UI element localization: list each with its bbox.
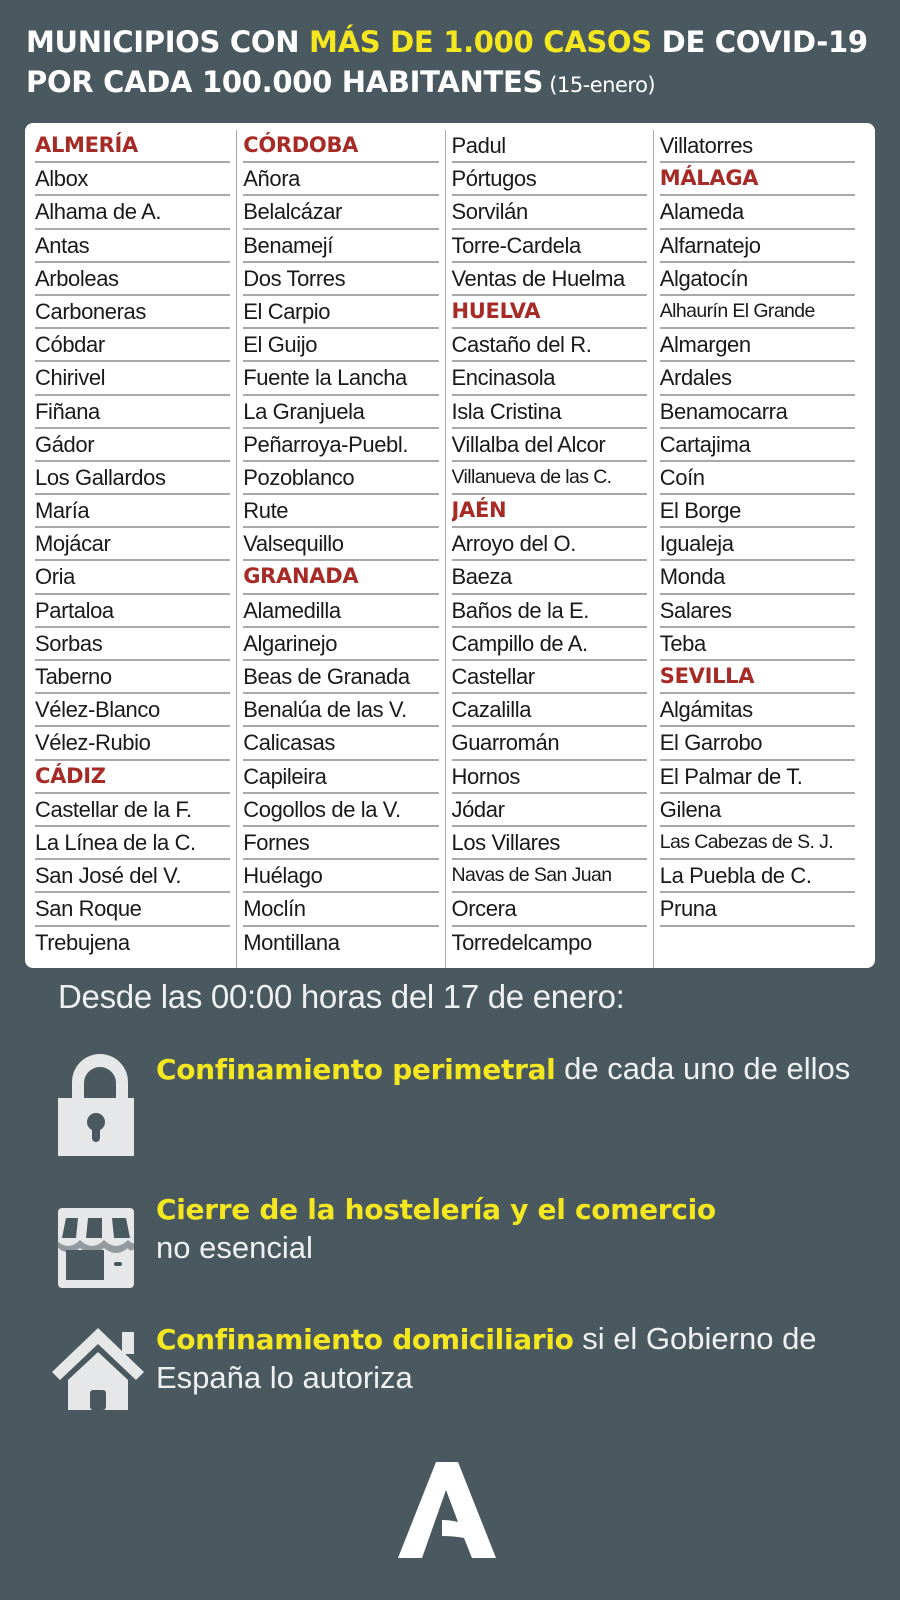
- municipality-cell: Añora: [243, 163, 438, 196]
- municipality-cell: Vélez-Rubio: [35, 727, 230, 760]
- municipality-cell: El Garrobo: [660, 727, 855, 760]
- municipality-cell: Benalúa de las V.: [243, 694, 438, 727]
- municipality-cell: El Carpio: [243, 296, 438, 329]
- measure-bold: Cierre de la hostelería y el comercio: [156, 1193, 716, 1226]
- province-header: ALMERÍA: [35, 130, 230, 163]
- municipality-cell: Rute: [243, 495, 438, 528]
- measure-text: [156, 1050, 856, 1089]
- municipality-cell: Cóbdar: [35, 329, 230, 362]
- title-highlight: MÁS DE 1.000 CASOS: [309, 25, 652, 59]
- municipality-cell: Dos Torres: [243, 263, 438, 296]
- municipality-cell: Algatocín: [660, 263, 855, 296]
- lock-icon: [50, 1050, 150, 1160]
- municipality-cell: Cartajima: [660, 429, 855, 462]
- municipality-cell: Alamedilla: [243, 595, 438, 628]
- measure-bold: Confinamiento perimetral: [156, 1053, 556, 1086]
- municipality-cell: Villalba del Alcor: [452, 429, 647, 462]
- municipality-cell: El Guijo: [243, 329, 438, 362]
- municipality-cell: Torredelcampo: [451, 929, 592, 955]
- municipality-cell: Oria: [35, 561, 230, 594]
- municipality-cell: Fuente la Lancha: [243, 362, 438, 395]
- junta-andalucia-logo: [398, 1460, 498, 1560]
- municipality-cell: Belalcázar: [243, 196, 438, 229]
- measure-home-lockdown: [50, 1320, 870, 1440]
- municipality-cell: Benamocarra: [660, 396, 855, 429]
- municipality-cell: Beas de Granada: [243, 661, 438, 694]
- municipality-cell: Algámitas: [660, 694, 855, 727]
- municipalities-table: [25, 123, 875, 968]
- municipality-cell: San Roque: [35, 893, 230, 926]
- page-title: [26, 22, 886, 105]
- measure-rest: si el Gobierno de España lo autoriza: [156, 1321, 817, 1395]
- municipality-cell: Mojácar: [35, 528, 230, 561]
- municipality-cell: Orcera: [452, 893, 647, 926]
- municipality-cell: Cazalilla: [452, 694, 647, 727]
- municipality-cell: [660, 927, 855, 960]
- table-column: [35, 130, 236, 968]
- municipality-cell: Carboneras: [35, 296, 230, 329]
- municipality-cell: Sorbas: [35, 628, 230, 661]
- municipality-cell: Pruna: [660, 893, 855, 926]
- municipality-cell: Arboleas: [35, 263, 230, 296]
- municipality-cell: Isla Cristina: [452, 396, 647, 429]
- municipality-cell: Alhama de A.: [35, 196, 230, 229]
- measures-intro: Desde las 00:00 horas del 17 de enero:: [58, 978, 625, 1015]
- municipality-cell: Villatorres: [660, 130, 855, 163]
- municipality-cell: Las Cabezas de S. J.: [660, 827, 855, 860]
- store-icon: [50, 1190, 150, 1300]
- municipality-cell: Ardales: [660, 362, 855, 395]
- title-date: (15-enero): [543, 73, 656, 97]
- municipality-cell: Castaño del R.: [452, 329, 647, 362]
- measure-text: [156, 1320, 856, 1397]
- province-header: SEVILLA: [660, 661, 855, 694]
- municipality-cell: Jódar: [452, 794, 647, 827]
- measure-text: [156, 1190, 856, 1267]
- municipality-cell: Guarromán: [452, 727, 647, 760]
- table-column: [653, 130, 865, 968]
- title-part1: MUNICIPIOS CON: [26, 25, 310, 59]
- municipality-cell: Ventas de Huelma: [452, 263, 647, 296]
- municipality-cell: Gádor: [35, 429, 230, 462]
- province-header: CÁDIZ: [35, 761, 230, 794]
- municipality-cell: Vélez-Blanco: [35, 694, 230, 727]
- municipality-cell: Sorvilán: [452, 196, 647, 229]
- municipality-cell: Alhaurín El Grande: [660, 296, 855, 329]
- municipality-cell: María: [35, 495, 230, 528]
- table-column: [236, 130, 444, 968]
- municipality-cell: Baeza: [452, 561, 647, 594]
- measure-business-closure: [50, 1190, 870, 1310]
- municipality-cell: Algarinejo: [243, 628, 438, 661]
- municipality-cell: La Granjuela: [243, 396, 438, 429]
- municipality-cell: Arroyo del O.: [452, 528, 647, 561]
- province-header: HUELVA: [452, 296, 647, 329]
- municipality-cell: La Línea de la C.: [35, 827, 230, 860]
- municipality-cell: La Puebla de C.: [660, 860, 855, 893]
- municipality-cell: Chirivel: [35, 362, 230, 395]
- municipality-cell: Alameda: [660, 196, 855, 229]
- municipality-cell: Partaloa: [35, 595, 230, 628]
- municipality-cell: Pozoblanco: [243, 462, 438, 495]
- municipality-cell: Antas: [35, 230, 230, 263]
- municipality-cell: Castellar: [452, 661, 647, 694]
- municipality-cell: Campillo de A.: [452, 628, 647, 661]
- province-header: MÁLAGA: [660, 163, 855, 196]
- municipality-cell: Trebujena: [35, 929, 130, 955]
- municipality-cell: Valsequillo: [243, 528, 438, 561]
- municipality-cell: Los Gallardos: [35, 462, 230, 495]
- municipality-cell: Teba: [660, 628, 855, 661]
- municipality-cell: Navas de San Juan: [452, 860, 647, 893]
- municipality-cell: Coín: [660, 462, 855, 495]
- municipality-cell: Baños de la E.: [452, 595, 647, 628]
- municipality-cell: Peñarroya-Puebl.: [243, 429, 438, 462]
- municipality-cell: Huélago: [243, 860, 438, 893]
- measure-rest: no esencial: [156, 1230, 313, 1265]
- measure-bold: Confinamiento domiciliario: [156, 1323, 574, 1356]
- municipality-cell: Montillana: [243, 929, 340, 955]
- municipality-cell: Calicasas: [243, 727, 438, 760]
- municipality-cell: Igualeja: [660, 528, 855, 561]
- municipality-cell: Torre-Cardela: [452, 230, 647, 263]
- municipality-cell: Benamejí: [243, 230, 438, 263]
- measure-perimeter-lockdown: [50, 1050, 870, 1170]
- province-header: JAÉN: [452, 495, 647, 528]
- municipality-cell: Cogollos de la V.: [243, 794, 438, 827]
- municipality-cell: Taberno: [35, 661, 230, 694]
- province-header: GRANADA: [243, 561, 438, 594]
- measure-rest: de cada uno de ellos: [555, 1051, 851, 1086]
- municipality-cell: Encinasola: [452, 362, 647, 395]
- municipality-cell: Capileira: [243, 761, 438, 794]
- municipality-cell: Fornes: [243, 827, 438, 860]
- municipality-cell: Villanueva de las C.: [452, 462, 647, 495]
- municipality-cell: El Borge: [660, 495, 855, 528]
- municipality-cell: Fiñana: [35, 396, 230, 429]
- municipality-cell: Monda: [660, 561, 855, 594]
- municipality-cell: Padul: [452, 130, 647, 163]
- table-column: [445, 130, 653, 968]
- municipality-cell: Gilena: [660, 794, 855, 827]
- municipality-cell: Moclín: [243, 893, 438, 926]
- title-part2: DE COVID-19 POR CADA 100.000 HABITANTES: [26, 25, 868, 99]
- municipality-cell: Hornos: [452, 761, 647, 794]
- municipality-cell: Almargen: [660, 329, 855, 362]
- municipality-cell: Pórtugos: [452, 163, 647, 196]
- municipality-cell: Los Villares: [452, 827, 647, 860]
- municipality-cell: San José del V.: [35, 860, 230, 893]
- municipality-cell: Albox: [35, 163, 230, 196]
- municipality-cell: Alfarnatejo: [660, 230, 855, 263]
- house-icon: [50, 1320, 150, 1430]
- municipality-cell: El Palmar de T.: [660, 761, 855, 794]
- municipality-cell: Salares: [660, 595, 855, 628]
- province-header: CÓRDOBA: [243, 130, 438, 163]
- municipality-cell: Castellar de la F.: [35, 794, 230, 827]
